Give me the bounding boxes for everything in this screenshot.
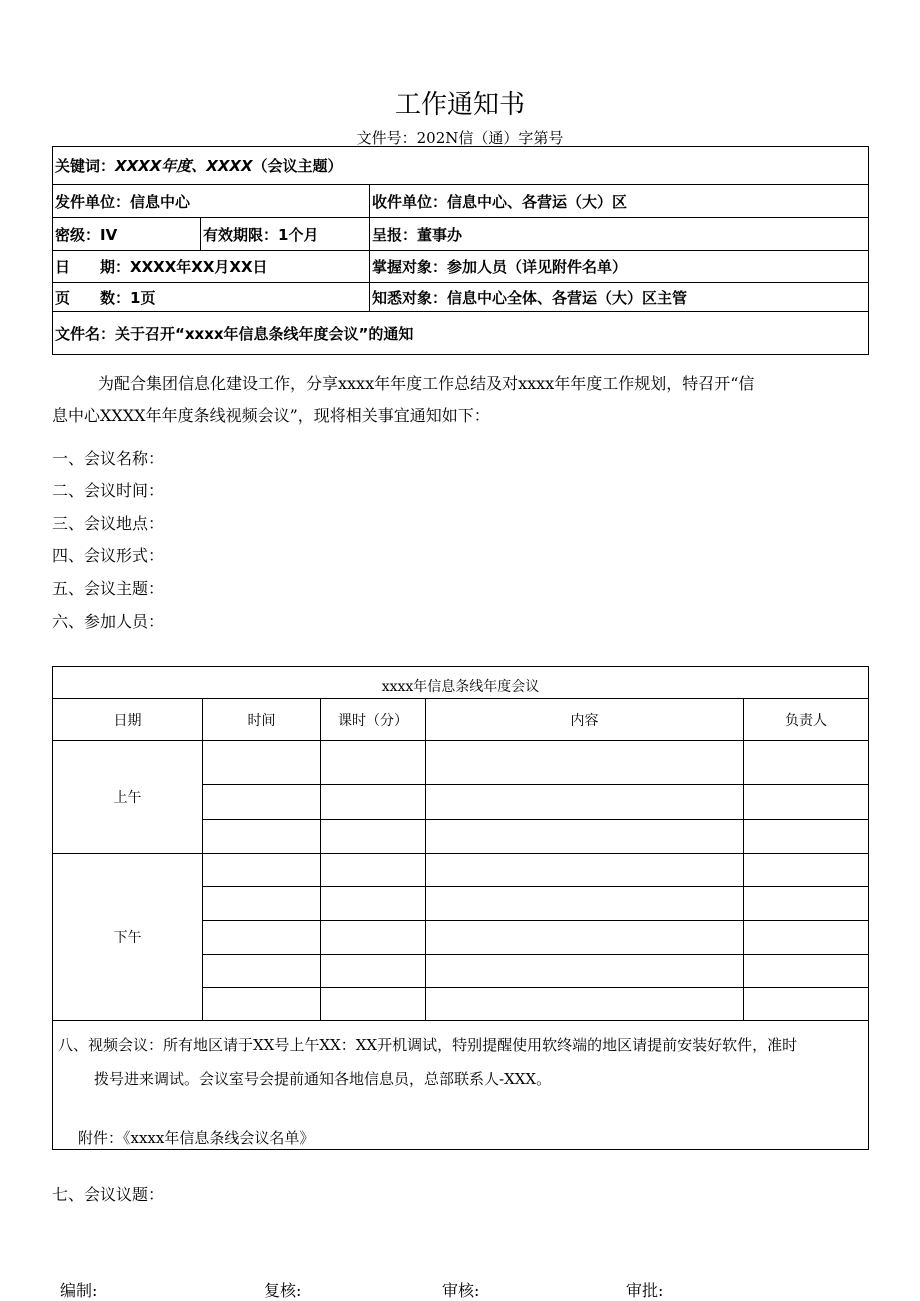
table-cell — [426, 921, 744, 955]
table-cell — [203, 921, 321, 955]
table-cell — [744, 921, 869, 955]
item-participants: 六、参加人员： — [52, 612, 165, 631]
item-meeting-time: 二、会议时间： — [52, 481, 165, 500]
table-cell — [744, 854, 869, 887]
col-header-content: 内容 — [426, 699, 744, 741]
item-meeting-format: 四、会议形式： — [52, 546, 165, 565]
table-cell — [321, 741, 426, 785]
signature-auditor: 审核: — [442, 1281, 480, 1300]
signature-reviewer: 复核: — [264, 1281, 302, 1300]
document-title: 工作通知书 — [394, 90, 525, 120]
table-cell — [203, 854, 321, 887]
secrecy-cell: 密级：IV — [53, 218, 201, 251]
intro-line-1: 为配合集团信息化建设工作，分享xxxx年年度工作总结及对xxxx年年度工作规划，特召开“信 — [98, 374, 755, 393]
col-header-date: 日期 — [53, 699, 203, 741]
table-cell — [426, 955, 744, 988]
item-agenda: 七、会议议题： — [52, 1185, 165, 1204]
table-cell — [203, 820, 321, 854]
inform-target-cell: 知悉对象：信息中心全体、各营运（大）区主管 — [370, 283, 869, 312]
pages-cell: 页 数：1页 — [53, 283, 370, 312]
keyword-cell — [53, 147, 869, 185]
table-cell — [203, 741, 321, 785]
table-cell — [744, 741, 869, 785]
table-cell — [321, 820, 426, 854]
grasp-target-cell: 掌握对象：参加人员（详见附件名单） — [370, 251, 869, 283]
keyword-value: XXXX年度、XXXX — [115, 157, 253, 175]
table-cell — [426, 988, 744, 1021]
item-meeting-theme: 五、会议主题： — [52, 579, 165, 598]
intro-line-2: 息中心XXXX年年度条线视频会议”，现将相关事宜通知如下： — [52, 406, 490, 425]
morning-cell: 上午 — [53, 741, 203, 854]
date-cell: 日 期：XXXX年XX月XX日 — [53, 251, 370, 283]
keyword-label: 关键词： — [55, 157, 116, 175]
table-cell — [744, 887, 869, 921]
filename-cell: 文件名：关于召开“xxxx年信息条线年度会议”的通知 — [53, 312, 869, 355]
keyword-suffix: （会议主题） — [252, 157, 343, 175]
receiver-cell: 收件单位：信息中心、各营运（大）区 — [370, 185, 869, 218]
table-cell — [744, 785, 869, 820]
col-header-owner: 负责人 — [744, 699, 869, 741]
schedule-title: xxxx年信息条线年度会议 — [53, 667, 869, 699]
table-cell — [426, 741, 744, 785]
afternoon-cell: 下午 — [53, 854, 203, 1021]
signature-approver: 审批: — [626, 1281, 664, 1300]
attachment-note: 附件：《xxxx年信息条线会议名单》 — [78, 1129, 315, 1147]
video-meeting-note-line-2: 拨号进来调试。会议室号会提前通知各地信息员，总部联系人-XXX。 — [94, 1070, 552, 1088]
table-cell — [321, 988, 426, 1021]
col-header-duration: 课时（分） — [321, 699, 426, 741]
item-meeting-name: 一、会议名称： — [52, 449, 165, 468]
col-header-time: 时间 — [203, 699, 321, 741]
table-cell — [426, 854, 744, 887]
table-cell — [426, 820, 744, 854]
item-meeting-place: 三、会议地点： — [52, 514, 165, 533]
validity-cell: 有效期限：1个月 — [201, 218, 370, 251]
sender-cell: 发件单位：信息中心 — [53, 185, 370, 218]
table-cell — [744, 955, 869, 988]
table-cell — [203, 887, 321, 921]
signature-editor: 编制: — [60, 1281, 98, 1300]
table-cell — [426, 887, 744, 921]
document-number: 文件号：202N信（通）字第号 — [356, 129, 564, 147]
table-cell — [321, 921, 426, 955]
table-cell — [426, 785, 744, 820]
table-cell — [321, 854, 426, 887]
report-to-cell: 呈报：董事办 — [370, 218, 869, 251]
table-cell — [744, 820, 869, 854]
video-meeting-note-line-1: 八、视频会议：所有地区请于XX号上午XX：XX开机调试，特别提醒使用软终端的地区请提前安装好软件，准时 — [58, 1036, 798, 1054]
table-cell — [321, 785, 426, 820]
table-cell — [744, 988, 869, 1021]
table-cell — [203, 955, 321, 988]
table-cell — [203, 785, 321, 820]
table-cell — [203, 988, 321, 1021]
table-cell — [321, 887, 426, 921]
header-info-table — [52, 146, 869, 355]
table-cell — [321, 955, 426, 988]
